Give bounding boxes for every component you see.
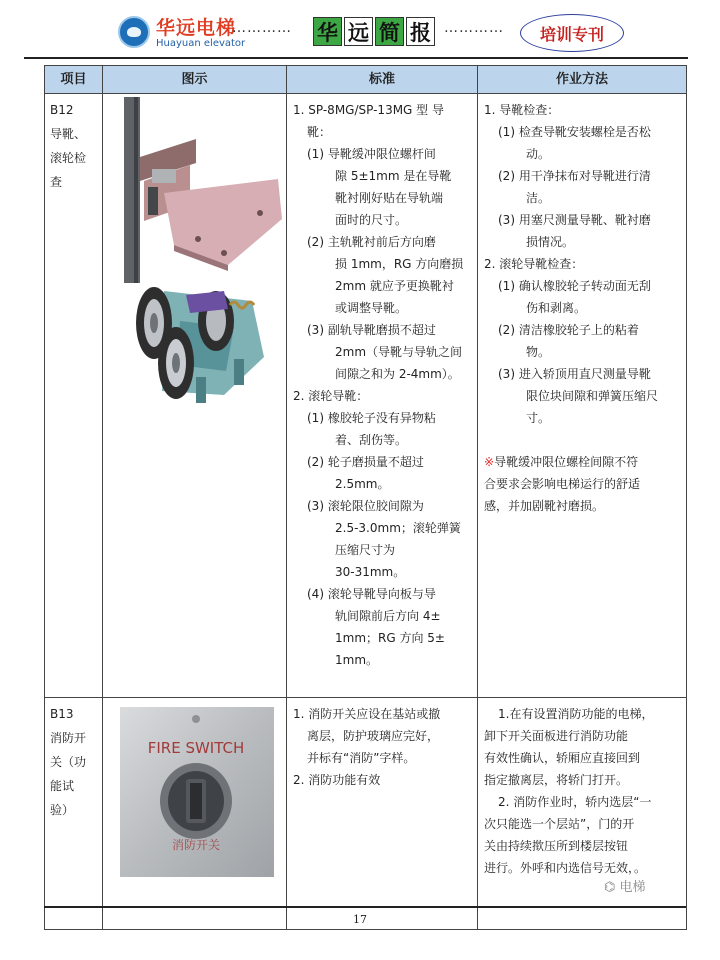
standard-line: 着、刮伤等。 — [335, 433, 408, 447]
method-cell — [478, 698, 687, 930]
fire-switch-label: FIRE SWITCH — [147, 739, 245, 757]
method-line: 进行。外呼和内选信号无效，。 — [484, 861, 647, 875]
standard-line: 并标有“消防”字样。 — [307, 751, 416, 765]
standard-line: 2. 消防功能有效 — [293, 773, 381, 787]
header-dots-left: ………… — [232, 20, 292, 36]
fire-switch-chinese-label: 消防开关 — [171, 838, 221, 852]
title-char: 远 — [344, 17, 373, 46]
method-line: (3) 用塞尺测量导靴、靴衬磨 — [498, 213, 651, 227]
method-line: 寸。 — [526, 411, 551, 425]
column-header-figure: 图示 — [103, 66, 287, 94]
standard-line: (1) 导靴缓冲限位螺杆间 — [307, 147, 436, 161]
standard-line: 1mm；RG 方向 5± — [335, 631, 445, 645]
inspection-table — [44, 65, 687, 930]
column-header-standard: 标准 — [287, 66, 478, 94]
header-rule — [24, 57, 688, 59]
standard-cell — [287, 94, 478, 698]
method-line: 动。 — [526, 147, 551, 161]
training-issue-badge: 培训专刊 — [520, 14, 624, 52]
method-line: 物。 — [526, 345, 551, 359]
method-line: (1) 确认橡胶轮子转动面无刮 — [498, 279, 651, 293]
warning-note-line: 合要求会影响电梯运行的舒适 — [484, 477, 641, 491]
fire-switch-photo — [104, 699, 288, 921]
method-line: 2. 消防作业时，轿内选层“一 — [498, 795, 652, 809]
logo-english-name: Huayuan elevator — [156, 38, 246, 49]
logo-chinese-name: 华远电梯 — [156, 17, 237, 39]
title-char: 华 — [313, 17, 342, 46]
standard-line: 2mm 就应予更换靴衬 — [335, 279, 454, 293]
method-line: 洁。 — [526, 191, 551, 205]
method-line: (2) 用干净抹布对导靴进行清 — [498, 169, 651, 183]
method-line: 次只能选一个层站”，门的开 — [484, 817, 635, 831]
watermark-text: 电梯 — [619, 880, 646, 895]
method-line: 关由持续揿压所到楼层按钮 — [484, 839, 629, 853]
newsletter-title — [313, 17, 435, 46]
item-cell — [45, 94, 103, 698]
warning-note-line: 导靴缓冲限位螺栓间隙不符 — [494, 455, 639, 469]
column-header-item: 项目 — [45, 66, 103, 94]
standard-cell — [287, 698, 478, 930]
method-cell — [478, 94, 687, 698]
wechat-icon: ⌬ — [604, 880, 620, 895]
method-line: 1. 导靴检查： — [484, 103, 560, 117]
table-row-b13 — [45, 698, 687, 930]
standard-line: 靴衬刚好贴在导轨端 — [335, 191, 444, 205]
footer-rule — [44, 906, 686, 908]
standard-line: (2) 轮子磨损量不超过 — [307, 455, 424, 469]
standard-line: 30-31mm。 — [335, 565, 406, 579]
standard-line: (3) 副轨导靴磨损不超过 — [307, 323, 436, 337]
method-line: 2. 滚轮导靴检查： — [484, 257, 584, 271]
method-line: 指定撤离层，将轿门打开。 — [484, 773, 629, 787]
standard-line: 轨间隙前后方向 4± — [335, 609, 441, 623]
standard-line: (1) 橡胶轮子没有异物粘 — [307, 411, 436, 425]
header-dots-right: ………… — [444, 20, 504, 36]
item-name-line: 关（功 — [50, 755, 87, 769]
page-number: 17 — [353, 913, 367, 926]
warning-mark-icon: ※ — [484, 455, 495, 469]
page-header — [0, 0, 720, 62]
standard-line: 1. SP-8MG/SP-13MG 型 导 — [293, 103, 444, 117]
item-name-line: 导靴、 — [50, 127, 87, 141]
standard-line: 隙 5±1mm 是在导靴 — [335, 169, 452, 183]
standard-line: 压缩尺寸为 — [335, 543, 396, 557]
method-line: 伤和剥离。 — [526, 301, 587, 315]
guide-shoe-illustration — [104, 95, 288, 689]
standard-line: 2. 滚轮导靴： — [293, 389, 369, 403]
title-char: 简 — [375, 17, 404, 46]
item-name-line: 查 — [50, 175, 63, 189]
item-name-line: 验） — [50, 803, 75, 817]
standard-line: 面时的尺寸。 — [335, 213, 408, 227]
standard-line: 1. 消防开关应设在基站或撤 — [293, 707, 441, 721]
figure-cell — [103, 698, 287, 930]
method-line: (3) 进入轿顶用直尺测量导靴 — [498, 367, 651, 381]
method-line: 限位块间隙和弹簧压缩尺 — [526, 389, 659, 403]
standard-line: 2.5-3.0mm；滚轮弹簧 — [335, 521, 461, 535]
standard-line: 损 1mm，RG 方向磨损 — [335, 257, 464, 271]
standard-line: 2mm（导靴与导轨之间 — [335, 345, 463, 359]
standard-line: 2.5mm。 — [335, 477, 390, 491]
warning-note — [484, 451, 680, 517]
standard-line: 离层，防护玻璃应完好， — [307, 729, 440, 743]
method-line: 有效性确认，轿厢应直接回到 — [484, 751, 641, 765]
standard-line: (3) 滚轮限位胶间隙为 — [307, 499, 424, 513]
standard-line: (2) 主轨靴衬前后方向磨 — [307, 235, 436, 249]
item-code: B12 — [50, 103, 74, 117]
item-code: B13 — [50, 707, 74, 721]
standard-line: (4) 滚轮导靴导向板与导 — [307, 587, 436, 601]
column-header-method: 作业方法 — [478, 66, 687, 94]
method-line: 卸下开关面板进行消防功能 — [484, 729, 629, 743]
logo-emblem-icon — [118, 16, 150, 48]
item-name-line: 消防开 — [50, 731, 87, 745]
title-char: 报 — [406, 17, 435, 46]
method-line: (1) 检查导靴安装螺栓是否松 — [498, 125, 651, 139]
wechat-watermark — [604, 876, 646, 895]
item-cell — [45, 698, 103, 930]
warning-note-line: 感，并加剧靴衬磨损。 — [484, 499, 605, 513]
standard-line: 1mm。 — [335, 653, 379, 667]
method-line: (2) 清洁橡胶轮子上的粘着 — [498, 323, 639, 337]
method-line: 损情况。 — [526, 235, 575, 249]
table-row-b12 — [45, 94, 687, 698]
item-name-line: 能试 — [50, 779, 75, 793]
method-line: 1.在有设置消防功能的电梯， — [498, 707, 654, 721]
standard-line: 或调整导靴。 — [335, 301, 408, 315]
standard-line: 靴： — [307, 125, 332, 139]
item-name-line: 滚轮检 — [50, 151, 87, 165]
table-header-row — [45, 66, 687, 94]
standard-line: 间隙之和为 2-4mm）。 — [335, 367, 460, 381]
figure-cell — [103, 94, 287, 698]
